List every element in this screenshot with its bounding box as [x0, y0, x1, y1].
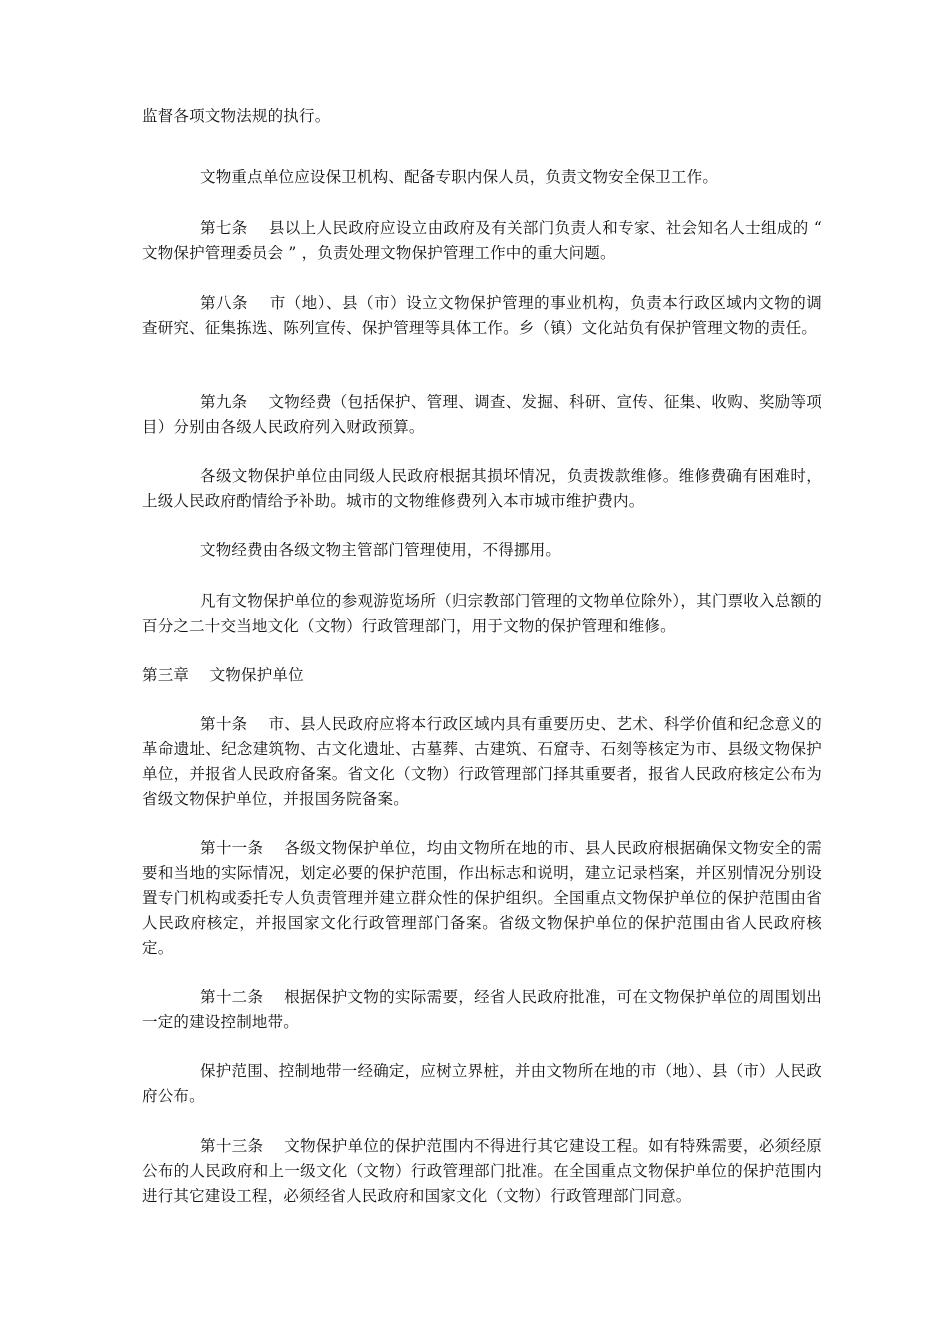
article-8: 第八条 市（地）、县（市）设立文物保护管理的事业机构，负责本行政区域内文物的调查研究、征集拣选、陈列宣传、保护管理等具体工作。乡（镇）文化站负有保护管理文物的责任。	[142, 294, 822, 337]
article-7: 第七条 县以上人民政府应设立由政府及有关部门负责人和专家、社会知名人士组成的 “ 文物保护管理委员会 ” ，负责处理文物保护管理工作中的重大问题。	[142, 219, 828, 262]
article-10: 第十条 市、县人民政府应将本行政区域内具有重要历史、艺术、科学价值和纪念意义的革命遗址、纪念建筑物、古文化遗址、古墓葬、古建筑、石窟寺、石刻等核定为市、县级文物保护单位，并报省人民政府备案。省文化（文物）行政管理部门择其重要者，报省人民政府核定公布为省级文物保护单位，并报国务院备案。	[142, 715, 822, 808]
article-13: 第十三条 文物保护单位的保护范围内不得进行其它建设工程。如有特殊需要，必须经原公布的人民政府和上一级文化（文物）行政管理部门批准。在全国重点文物保护单位的保护范围内进行其它建设工程，必须经省人民政府和国家文化（文物）行政管理部门同意。	[142, 1137, 822, 1205]
paragraph-ticket-revenue: 凡有文物保护单位的参观游览场所（归宗教部门管理的文物单位除外），其门票收入总额的百分之二十交当地文化（文物）行政管理部门，用于文物的保护管理和维修。	[142, 592, 822, 635]
article-9: 第九条 文物经费（包括保护、管理、调查、发掘、科研、宣传、征集、收购、奖励等项目）分别由各级人民政府列入财政预算。	[142, 393, 822, 436]
paragraph-continuation: 监督各项文物法规的执行。	[142, 107, 331, 125]
paragraph-boundary-markers: 保护范围、控制地带一经确定，应树立界桩，并由文物所在地的市（地）、县（市）人民政府公布。	[142, 1062, 822, 1105]
paragraph-fund-management: 文物经费由各级文物主管部门管理使用，不得挪用。	[200, 541, 562, 559]
chapter-3-heading: 第三章 文物保护单位	[142, 666, 304, 684]
paragraph-repair-funds: 各级文物保护单位由同级人民政府根据其损坏情况，负责拨款维修。维修费确有困难时，上级人民政府酌情给予补助。城市的文物维修费列入本市城市维护费内。	[142, 467, 822, 510]
article-12: 第十二条 根据保护文物的实际需要，经省人民政府批准，可在文物保护单位的周围划出一定的建设控制地带。	[142, 988, 822, 1031]
paragraph-security: 文物重点单位应设保卫机构、配备专职内保人员，负责文物安全保卫工作。	[200, 168, 719, 186]
article-11: 第十一条 各级文物保护单位，均由文物所在地的市、县人民政府根据确保文物安全的需要和当地的实际情况，划定必要的保护范围，作出标志和说明，建立记录档案，并区别情况分别设置专门机构或委托专人负责管理并建立群众性的保护组织。全国重点文物保护单位的保护范围由省人民政府核定，并报国家文化行政管理部门备案。省级文物保护单位的保护范围由省人民政府核定。	[142, 839, 822, 957]
